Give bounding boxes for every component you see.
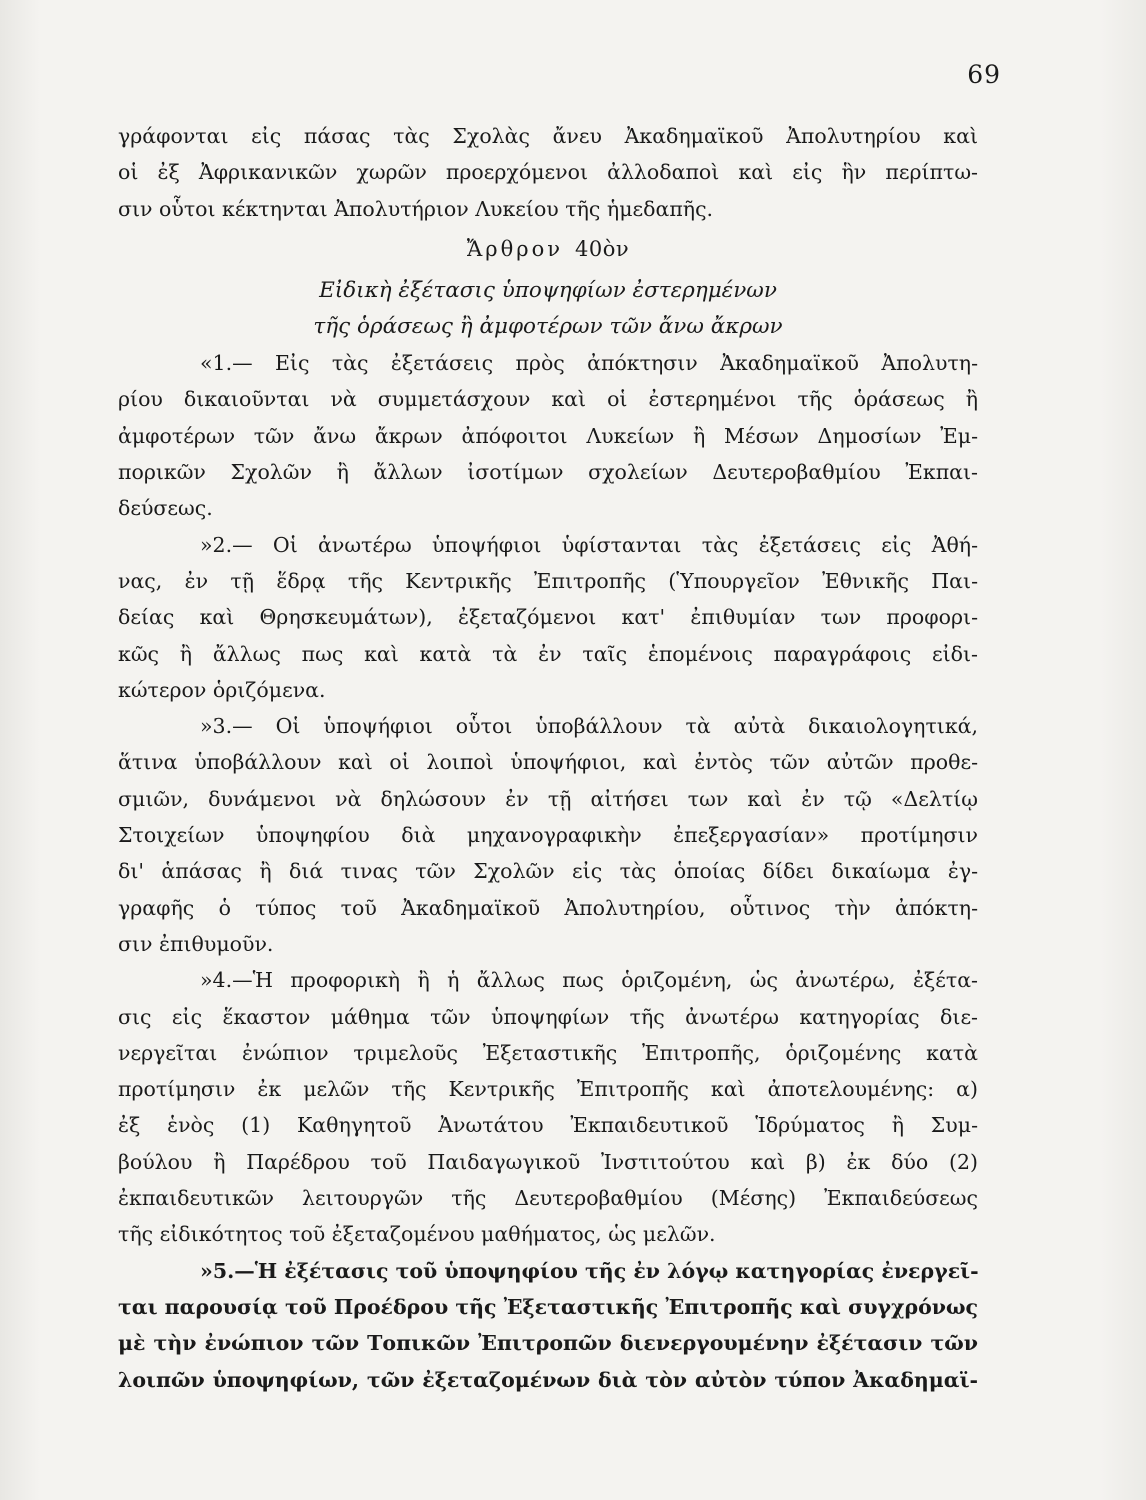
article-title (118, 231, 978, 267)
paragraph-2 (118, 527, 978, 708)
text-line: ρίου δικαιοῦνται νὰ συμμετάσχουν καὶ οἱ ἐστερημένοι τῆς ὁράσεως ἢ (118, 387, 978, 412)
paragraph-5 (118, 1253, 978, 1398)
text-line: σιν οὗτοι κέκτηνται Ἀπολυτήριον Λυκείου τῆς ἡμεδαπῆς. (118, 196, 714, 221)
paragraph-1 (118, 345, 978, 526)
text-line: κώτερον ὁριζόμενα. (118, 677, 326, 702)
body-text (118, 118, 978, 1398)
text-line: »3.— Οἱ ὑποψήφιοι οὗτοι ὑποβάλλουν τὰ αὐτὰ δικαιολογητικά, (200, 714, 978, 739)
text-line: ἅτινα ὑποβάλλουν καὶ οἱ λοιποὶ ὑποψήφιοι, καὶ ἐντὸς τῶν αὐτῶν προθε- (118, 750, 978, 775)
text-line: «1.— Εἰς τὰς ἐξετάσεις πρὸς ἀπόκτησιν Ἀκαδημαϊκοῦ Ἀπολυτη- (200, 351, 978, 376)
text-line: τῆς εἰδικότητος τοῦ ἐξεταζομένου μαθήματος, ὡς μελῶν. (118, 1222, 716, 1247)
article-heading-line-1: Εἰδικὴ ἐξέτασις ὑποψηφίων ἐστερημένων (319, 278, 777, 304)
page-number: 69 (967, 60, 1001, 89)
article-number: 40ὸν (575, 236, 630, 261)
text-line: λοιπῶν ὑποψηφίων, τῶν ἐξεταζομένων διὰ τὸν αὐτὸν τύπον Ἀκαδημαϊ- (118, 1367, 978, 1392)
text-line: ἐκπαιδευτικῶν λειτουργῶν τῆς Δευτεροβαθμίου (Μέσης) Ἐκπαιδεύσεως (118, 1186, 978, 1211)
text-line: σμιῶν, δυνάμενοι νὰ δηλώσουν ἐν τῇ αἰτήσει των καὶ ἐν τῷ «Δελτίῳ (118, 786, 978, 811)
article-heading-line-2: τῆς ὁράσεως ἢ ἀμφοτέρων τῶν ἄνω ἄκρων (313, 314, 783, 340)
text-line: νεργεῖται ἐνώπιον τριμελοῦς Ἐξεταστικῆς Ἐπιτροπῆς, ὁριζομένης κατὰ (118, 1040, 978, 1065)
text-line: προτίμησιν ἐκ μελῶν τῆς Κεντρικῆς Ἐπιτροπῆς καὶ ἀποτελουμένης: α) (118, 1077, 978, 1102)
intro-paragraph (118, 118, 978, 227)
text-line: »4.—Ἡ προφορικὴ ἢ ἡ ἄλλως πως ὁριζομένη, ὡς ἀνωτέρω, ἐξέτα- (200, 968, 978, 993)
text-line: ἀμφοτέρων τῶν ἄνω ἄκρων ἀπόφοιτοι Λυκείων ἢ Μέσων Δημοσίων Ἐμ- (118, 423, 978, 448)
text-line: σιν ἐπιθυμοῦν. (118, 931, 274, 956)
text-line: οἱ ἐξ Ἀφρικανικῶν χωρῶν προερχόμενοι ἀλλοδαποὶ καὶ εἰς ἣν περίπτω- (118, 160, 978, 185)
text-line: δεύσεως. (118, 496, 213, 521)
text-line: »5.—Ἡ ἐξέτασις τοῦ ὑποψηφίου τῆς ἐν λόγῳ κατηγορίας ἐνεργεῖ- (200, 1258, 979, 1283)
text-line: νας, ἐν τῇ ἕδρᾳ τῆς Κεντρικῆς Ἐπιτροπῆς (Ὑπουργεῖον Ἐθνικῆς Παι- (118, 568, 978, 593)
article-label: Ἄρθρον (466, 236, 563, 261)
text-line: Στοιχείων ὑποψηφίου διὰ μηχανογραφικὴν ἐπεξεργασίαν» προτίμησιν (118, 823, 978, 848)
text-line: γράφονται εἰς πάσας τὰς Σχολὰς ἄνευ Ἀκαδημαϊκοῦ Ἀπολυτηρίου καὶ (118, 124, 978, 148)
text-line: ται παρουσίᾳ τοῦ Προέδρου τῆς Ἐξεταστικῆς Ἐπιτροπῆς καὶ συγχρόνως (118, 1294, 978, 1319)
text-line: γραφῆς ὁ τύπος τοῦ Ἀκαδημαϊκοῦ Ἀπολυτηρίου, οὗτινος τὴν ἀπόκτη- (118, 895, 978, 920)
text-line: δείας καὶ Θρησκευμάτων), ἐξεταζόμενοι κατ' ἐπιθυμίαν των προφορι- (118, 605, 978, 630)
text-line: σις εἰς ἕκαστον μάθημα τῶν ὑποψηφίων τῆς ἀνωτέρω κατηγορίας διε- (118, 1004, 978, 1029)
text-line: ἐξ ἑνὸς (1) Καθηγητοῦ Ἀνωτάτου Ἐκπαιδευτικοῦ Ἱδρύματος ἢ Συμ- (118, 1113, 978, 1138)
text-line: κῶς ἢ ἄλλως πως καὶ κατὰ τὰ ἐν ταῖς ἑπομένοις παραγράφοις εἰδι- (118, 641, 978, 666)
text-line: »2.— Οἱ ἀνωτέρω ὑποψήφιοι ὑφίστανται τὰς ἐξετάσεις εἰς Ἀθή- (200, 532, 978, 557)
text-line: πορικῶν Σχολῶν ἢ ἄλλων ἰσοτίμων σχολείων Δευτεροβαθμίου Ἐκπαι- (118, 460, 978, 485)
text-line: δι' ἁπάσας ἢ διά τινας τῶν Σχολῶν εἰς τὰς ὁποίας δίδει δικαίωμα ἐγ- (118, 859, 978, 884)
text-line: βούλου ἢ Παρέδρου τοῦ Παιδαγωγικοῦ Ἰνστιτούτου καὶ β) ἐκ δύο (2) (118, 1149, 978, 1174)
text-line: μὲ τὴν ἐνώπιον τῶν Τοπικῶν Ἐπιτροπῶν διενεργουμένην ἐξέτασιν τῶν (118, 1331, 978, 1356)
paragraph-3 (118, 708, 978, 962)
paragraph-4 (118, 962, 978, 1252)
